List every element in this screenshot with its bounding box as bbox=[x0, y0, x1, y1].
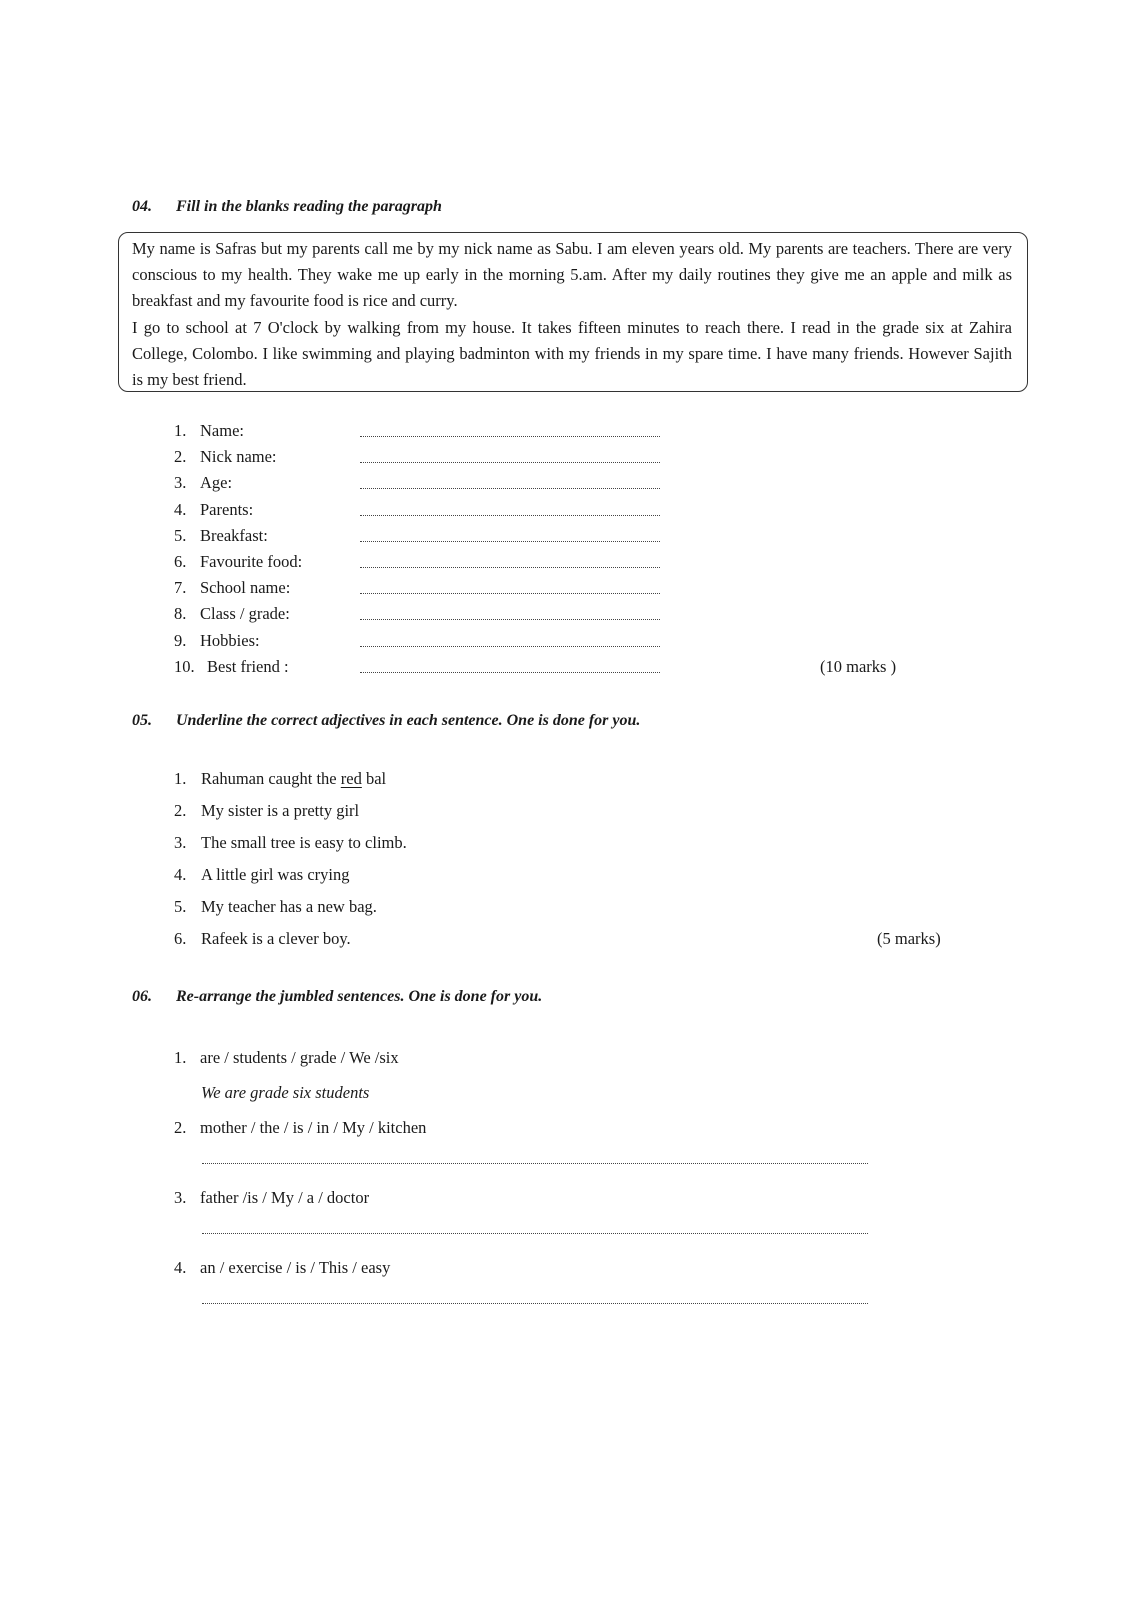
item-number: 4. bbox=[174, 1258, 187, 1277]
item-label: Class / grade: bbox=[200, 604, 290, 624]
paragraph-part-2: I go to school at 7 O'clock by walking from my house. It takes fifteen minutes to reach there. I read in the grade six at Zahira College, Colombo. I like swimming and playing badminton with my friends in my spare time. I have many friends. However Sajith is my best friend. bbox=[132, 317, 1012, 390]
item-number: 4. bbox=[174, 865, 187, 884]
jumbled-sentence: are / students / grade / We /six bbox=[200, 1048, 399, 1067]
answer-blank[interactable] bbox=[360, 593, 660, 594]
answer-line[interactable] bbox=[202, 1303, 868, 1304]
item-number: 6. bbox=[174, 929, 187, 948]
item-number: 5. bbox=[174, 525, 187, 545]
item-number: 2. bbox=[174, 447, 187, 467]
q5-marks: (5 marks) bbox=[877, 929, 941, 948]
item-number: 3. bbox=[174, 473, 187, 493]
jumbled-sentence: mother / the / is / in / My / kitchen bbox=[200, 1118, 427, 1137]
q4-marks: (10 marks ) bbox=[820, 657, 897, 676]
item-number: 7. bbox=[174, 578, 187, 598]
item-label: Best friend : bbox=[207, 656, 289, 676]
answer-blank[interactable] bbox=[360, 488, 660, 489]
answer-line[interactable] bbox=[202, 1233, 868, 1234]
item-label: Nick name: bbox=[200, 447, 277, 467]
underlined-adjective: red bbox=[340, 769, 362, 788]
item-number: 3. bbox=[174, 1188, 187, 1207]
answer-blank[interactable] bbox=[360, 515, 660, 516]
item-label: Name: bbox=[200, 421, 244, 440]
item-label: School name: bbox=[200, 578, 291, 598]
item-number: 4. bbox=[174, 499, 187, 519]
answer-blank[interactable] bbox=[360, 646, 660, 647]
item-number: 10. bbox=[174, 656, 195, 676]
sentence: The small tree is easy to climb. bbox=[201, 833, 407, 852]
q4-heading: 04. Fill in the blanks reading the paragraph bbox=[132, 198, 442, 215]
paragraph-part-1: My name is Safras but my parents call me by my nick name as Sabu. I am eleven years old. My parents are teachers. There are very conscious to my health. They wake me up early in the morning 5.am. After my daily routines they give me an apple and milk as breakfast and my favourite food is rice and curry. bbox=[132, 239, 1012, 311]
item-number: 2. bbox=[174, 1118, 187, 1137]
item-number: 2. bbox=[174, 801, 187, 820]
reading-paragraph bbox=[132, 236, 1012, 393]
sentence: My sister is a pretty girl bbox=[201, 801, 360, 820]
q6-heading: 06. Re-arrange the jumbled sentences. One is done for you. bbox=[132, 988, 543, 1005]
item-number: 1. bbox=[174, 1048, 187, 1067]
item-label: Age: bbox=[200, 473, 233, 493]
sentence: A little girl was crying bbox=[201, 865, 350, 884]
sentence: Rafeek is a clever boy. bbox=[201, 929, 351, 948]
answer-blank[interactable] bbox=[360, 462, 660, 463]
item-number: 6. bbox=[174, 552, 187, 571]
jumbled-sentence: father /is / My / a / doctor bbox=[200, 1188, 370, 1207]
answer-blank[interactable] bbox=[360, 436, 660, 437]
sentence: My teacher has a new bag. bbox=[201, 897, 377, 916]
item-number: 5. bbox=[174, 897, 187, 916]
answer-blank[interactable] bbox=[360, 672, 660, 673]
item-label: Favourite food: bbox=[200, 552, 303, 571]
jumbled-sentence: an / exercise / is / This / easy bbox=[200, 1258, 391, 1277]
item-number: 8. bbox=[174, 604, 187, 624]
q5-heading: 05. Underline the correct adjectives in each sentence. One is done for you. bbox=[132, 712, 641, 729]
answer-blank[interactable] bbox=[360, 567, 660, 568]
answer-blank[interactable] bbox=[360, 541, 660, 542]
item-label: Hobbies: bbox=[200, 630, 260, 650]
example-answer: We are grade six students bbox=[201, 1083, 370, 1102]
q5-example: 1. Rahuman caught the red bal bbox=[174, 769, 387, 788]
item-label: Breakfast: bbox=[200, 525, 268, 545]
item-number: 3. bbox=[174, 833, 187, 852]
item-number: 9. bbox=[174, 630, 187, 650]
answer-blank[interactable] bbox=[360, 619, 660, 620]
item-number: 1. bbox=[174, 421, 187, 440]
item-label: Parents: bbox=[200, 499, 254, 519]
answer-line[interactable] bbox=[202, 1163, 868, 1164]
